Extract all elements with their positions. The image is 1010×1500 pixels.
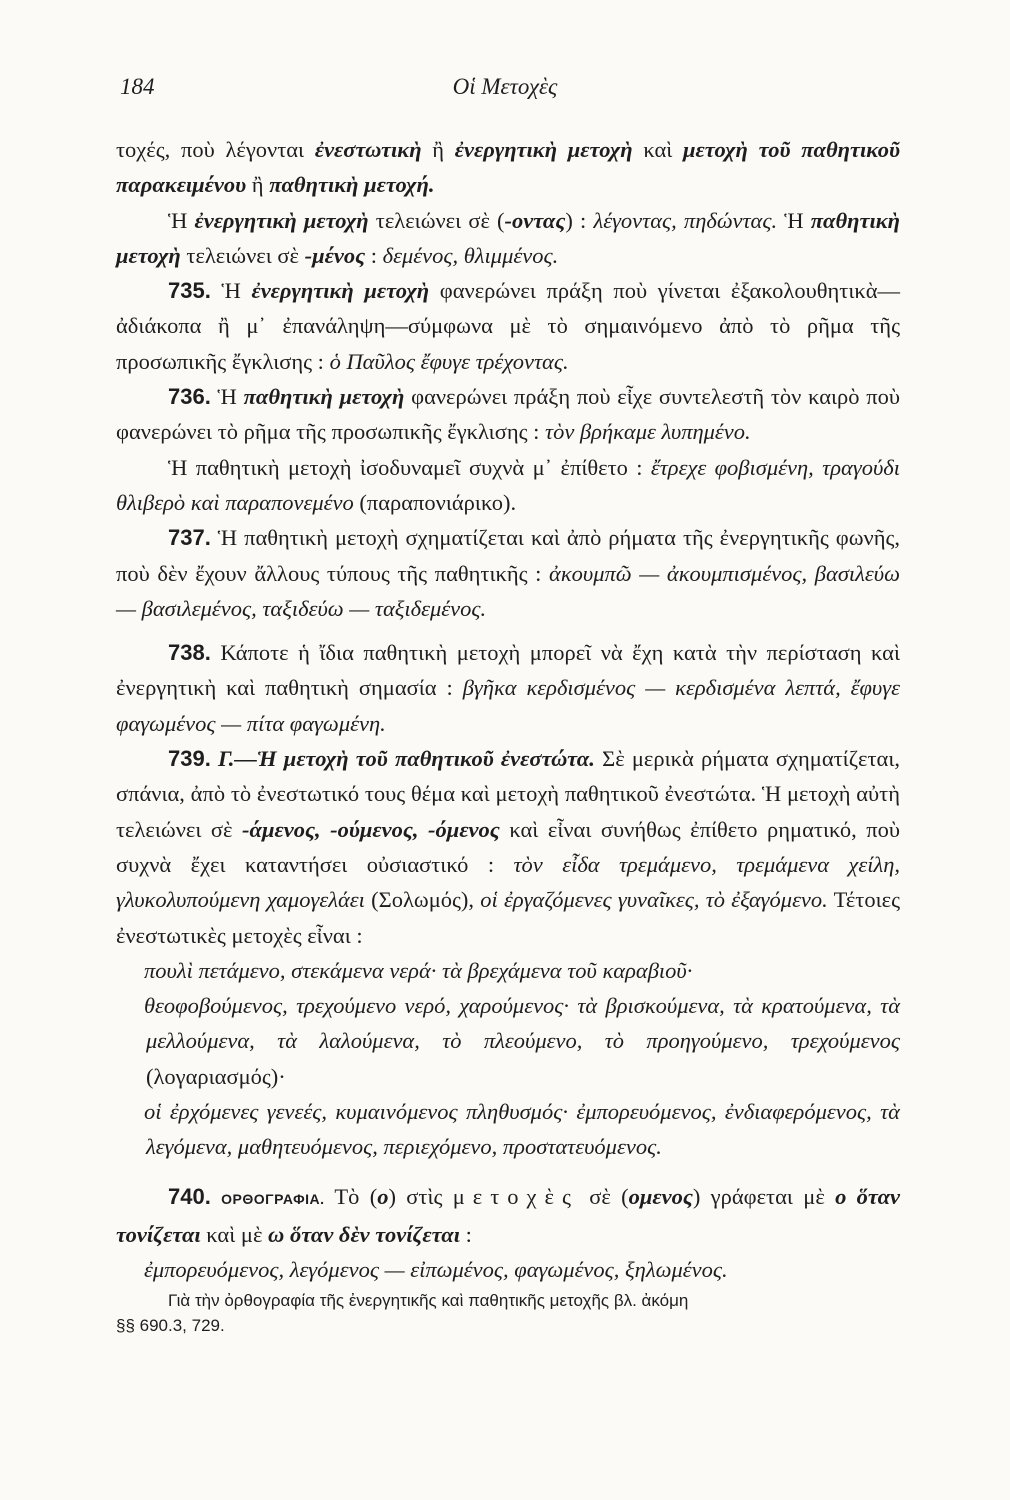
term: παθητικὴ μετοχή.: [269, 172, 435, 198]
term: -οντας: [504, 207, 566, 233]
example-list-1: πουλὶ πετάμενο, στεκάμενα νερά· τὰ βρεχάμενα τοῦ καραβιοῦ·: [144, 957, 693, 983]
paragraph-adjective: [116, 450, 900, 521]
text-run: ἢ: [421, 137, 455, 162]
example: τὸν εἶδα τρεμάμενο, τρεμάμενα χείλη, γλυκολυπούμενη χαμογελάει: [116, 851, 900, 913]
text-run: καὶ μὲ: [200, 1221, 269, 1247]
section-739: [116, 741, 900, 953]
example: ἀκουμπῶ — ἀκουμπισμένος, βασιλεύω — βασιλεμένος, ταξιδεύω — ταξιδεμένος.: [116, 560, 900, 621]
text-run: ) στὶς: [388, 1183, 453, 1209]
example: ἔτρεχε φοβισμένη, τραγούδι θλιβερὸ καὶ παραπονεμένο: [116, 454, 900, 515]
text-run: :: [459, 1221, 472, 1247]
term: ὅταν τονίζεται: [116, 1183, 901, 1247]
text-run: Ἡ: [777, 207, 811, 233]
page-number: 184: [120, 74, 155, 99]
text-run: τοχές, ποὺ λέγονται: [116, 137, 315, 162]
section-number: 736.: [168, 384, 211, 410]
text-run: Ἡ παθητικὴ μετοχὴ σχηματίζεται καὶ ἀπὸ ρήματα τῆς ἐνεργητικῆς φωνῆς, ποὺ δὲν ἔχουν ἄλλους τύπους τῆς παθητικῆς :: [116, 525, 900, 586]
footnote: [116, 1288, 900, 1338]
example-list-2: [116, 988, 900, 1094]
term: -άμενος, -ούμενος, -όμενος: [242, 816, 500, 842]
term: παθητικὴ μετοχὴ: [116, 207, 901, 268]
example: δεμένος, θλιμμένος.: [382, 242, 559, 268]
text-run: Τέτοιες ἐνεστωτικὲς μετοχὲς εἶναι :: [116, 887, 900, 948]
example-list-3: οἱ ἐρχόμενες γενεές, κυμαινόμενος πληθυσμός· ἐμπορευόμενος, ἐνδιαφερόμενος, τὰ λεγόμενα, μαθητευόμενος, περιεχόμενο, προστατευόμενος.: [144, 1099, 900, 1160]
text-run: τελειώνει σὲ (: [368, 207, 505, 233]
section-heading: Γ.—Ἡ μετοχὴ τοῦ παθητικοῦ ἐνεστώτα.: [210, 746, 595, 772]
example: τὸν βρήκαμε λυπημένο.: [545, 419, 751, 445]
section-740: [116, 1179, 900, 1253]
text-run: καὶ εἶναι συνήθως ἐπίθετο ρηματικό, ποὺ συχνὰ ἔχει καταντήσει οὐσιαστικό :: [116, 816, 900, 877]
text-run: σὲ (: [578, 1183, 629, 1209]
spaced-term: μετοχὲς: [452, 1183, 579, 1209]
section-736: [116, 379, 900, 450]
text-run: ) γράφεται μὲ: [692, 1183, 836, 1209]
section-number: 740.: [168, 1183, 211, 1209]
term: ἐνεργητικὴ μετοχὴ: [194, 207, 369, 233]
body-text: [116, 132, 900, 1338]
term: ἐνεστωτικὴ: [314, 137, 422, 162]
example: ὁ Παῦλος ἔφυγε τρέχοντας.: [329, 348, 569, 374]
example: θεοφοβούμενος, τρεχούμενο νερό, χαρούμενος· τὰ βρισκούμενα, τὰ κρατούμενα, τὰ μελλούμενα, τὰ λαλούμενα, τὸ πλεούμενο, τὸ προηγούμενο, τρεχούμενος: [144, 993, 900, 1054]
section-number: 735.: [168, 278, 211, 304]
section-738: [116, 635, 900, 741]
paragraph-continuation: [116, 132, 900, 203]
example-list-4: ἐμπορευόμενος, λεγόμενος — εἰπωμένος, φαγωμένος, ξηλωμένος.: [144, 1257, 728, 1283]
text-run: ) :: [565, 207, 594, 233]
text-run: Σὲ μερικὰ ρήματα σχηματίζεται, σπάνια, ἀπὸ τὸ ἐνεστωτικό τους θέμα καὶ μετοχὴ παθητικοῦ ἐνεστώτα. Ἡ μετοχὴ αὐτὴ τελειώνει σὲ: [116, 746, 900, 842]
section-number: 738.: [168, 640, 211, 666]
term: -μένος: [304, 242, 366, 268]
section-735: [116, 273, 900, 379]
footnote-line: Γιὰ τὴν ὀρθογραφία τῆς ἐνεργητικῆς καὶ παθητικῆς μετοχῆς βλ. ἀκόμη: [168, 1290, 689, 1310]
term: ἐνεργητικὴ μετοχὴ: [454, 137, 633, 162]
example: λέγοντας, πηδώντας.: [593, 207, 778, 233]
term: ω: [268, 1221, 285, 1247]
text-run: :: [365, 242, 383, 268]
text-run: Ἡ: [210, 278, 252, 304]
text-run: φανερώνει πράξη ποὺ γίνεται ἐξακολουθητικὰ—ἀδιάκοπα ἢ μ᾽ ἐπανάληψη—σύμφωνα μὲ τὸ σημαινόμενο ἀπὸ τὸ ρῆμα τῆς προσωπικῆς ἔγκλισης :: [116, 278, 900, 374]
term: ο: [377, 1183, 389, 1209]
term: ομενος: [628, 1183, 693, 1209]
text-run: (παραπονιάρικο).: [353, 489, 517, 515]
paragraph-endings: [116, 203, 900, 274]
text-run: (λογαριασμός)·: [146, 1063, 286, 1089]
term: ὅταν δὲν τονίζεται: [289, 1221, 460, 1247]
text-run: (Σολωμός),: [364, 887, 481, 913]
text-run: Κάποτε ἡ ἴδια παθητικὴ μετοχὴ μπορεῖ νὰ ἔχη κατὰ τὴν περίσταση καὶ ἐνεργητικὴ καὶ παθητικὴ σημασία :: [116, 640, 900, 701]
term: μετοχὴ τοῦ παθητικοῦ παρακειμένου: [116, 137, 900, 198]
section-label: ΟΡΘΟΓΡΑΦΙΑ.: [221, 1190, 325, 1207]
text-run: τελειώνει σὲ: [180, 242, 305, 268]
text-run: ἢ: [246, 172, 270, 198]
text-run: καὶ: [632, 137, 684, 162]
term: ο: [835, 1183, 847, 1209]
text-run: Τὸ (: [324, 1183, 378, 1209]
example: βγῆκα κερδισμένος — κερδισμένα λεπτά, ἔφυγε φαγωμένος — πίτα φαγωμένη.: [116, 675, 900, 736]
text-run: Ἡ: [168, 207, 195, 233]
section-number: 739.: [168, 746, 211, 772]
term: ἐνεργητικὴ μετοχὴ: [251, 278, 430, 304]
text-run: Ἡ παθητικὴ μετοχὴ ἰσοδυναμεῖ συχνὰ μ᾽ ἐπίθετο :: [168, 454, 651, 480]
section-737: [116, 520, 900, 626]
footnote-line: §§ 690.3, 729.: [116, 1315, 225, 1335]
section-number: 737.: [168, 525, 211, 551]
text-run: φανερώνει πράξη ποὺ εἶχε συντελεστῆ τὸν καιρὸ ποὺ φανερώνει τὸ ρῆμα τῆς προσωπικῆς ἔγκλισης :: [116, 384, 900, 445]
example: οἱ ἐργαζόμενες γυναῖκες, τὸ ἐξαγόμενο.: [480, 887, 828, 913]
running-header: Οἱ Μετοχὲς: [452, 74, 558, 99]
text-run: [846, 1184, 856, 1209]
text-run: Ἡ: [210, 384, 244, 410]
term: παθητικὴ μετοχὴ: [243, 384, 405, 410]
